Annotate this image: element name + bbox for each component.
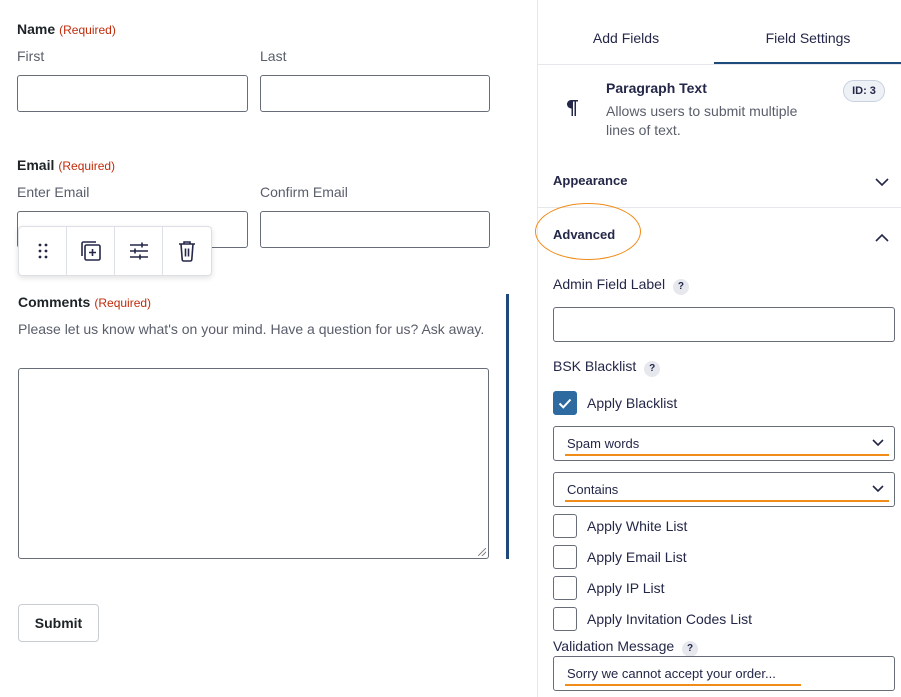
apply-blacklist-checkbox[interactable] [553,391,577,415]
last-name-input[interactable] [260,75,490,112]
required-indicator: (Required) [94,296,152,310]
checkmark-icon [558,398,572,409]
drag-handle-icon[interactable] [19,227,67,275]
enter-email-label: Enter Email [17,184,90,200]
appearance-section-header[interactable]: Appearance [553,173,628,188]
required-indicator: (Required) [59,23,116,37]
tab-field-settings[interactable]: Field Settings [765,30,851,46]
apply-invitation-codes-list-label[interactable]: Apply Invitation Codes List [587,611,752,627]
bsk-blacklist-title [553,358,660,377]
apply-email-list-label[interactable]: Apply Email List [587,549,687,565]
comments-description: Please let us know what's on your mind. Have a question for us? Ask away. [18,321,485,337]
annotation-underline [565,684,801,686]
help-icon[interactable]: ? [644,361,660,377]
validation-message-value: Sorry we cannot accept your order... [567,666,776,681]
admin-field-label-input[interactable] [553,307,895,342]
validation-message-text: Validation Message [553,638,675,654]
divider [538,64,901,65]
help-icon[interactable]: ? [673,279,689,295]
apply-ip-list-label[interactable]: Apply IP List [587,580,665,596]
submit-button[interactable]: Submit [18,604,99,642]
validation-message-title [553,638,698,657]
name-field-title [17,21,116,37]
name-field-title-text: Name [17,21,56,37]
apply-white-list-label[interactable]: Apply White List [587,518,688,534]
confirm-email-label: Confirm Email [260,184,348,200]
comments-field-title [18,294,151,310]
field-id-badge: ID: 3 [843,80,885,102]
chevron-down-icon [872,485,884,493]
chevron-down-icon [872,439,884,447]
resize-handle-icon[interactable] [478,548,486,556]
email-field-title-text: Email [17,157,55,173]
duplicate-icon[interactable] [67,227,115,275]
apply-invitation-codes-list-checkbox[interactable] [553,607,577,631]
paragraph-icon [565,99,579,122]
blacklist-match-select-value: Contains [567,482,619,497]
comments-field-title-text: Comments [18,294,91,310]
apply-white-list-checkbox[interactable] [553,514,577,538]
apply-ip-list-checkbox[interactable] [553,576,577,600]
field-type-description: Allows users to submit multiple lines of text. [606,103,798,138]
chevron-up-icon[interactable] [875,229,889,247]
apply-blacklist-label[interactable]: Apply Blacklist [587,395,678,411]
email-field-title [17,157,115,173]
admin-field-label-title [553,276,689,295]
tab-add-fields[interactable]: Add Fields [592,30,660,46]
blacklist-list-select-value: Spam words [567,436,640,451]
trash-icon[interactable] [163,227,211,275]
apply-email-list-checkbox[interactable] [553,545,577,569]
help-icon[interactable]: ? [682,641,698,657]
selected-field-indicator [506,294,509,559]
field-toolbar [18,226,212,276]
required-indicator: (Required) [58,159,116,173]
annotation-underline [565,500,889,502]
advanced-section-header[interactable]: Advanced [553,227,616,242]
first-name-input[interactable] [17,75,248,112]
field-type-title: Paragraph Text [606,80,707,96]
first-name-label: First [17,48,45,64]
chevron-down-icon[interactable] [875,174,889,192]
admin-field-label-text: Admin Field Label [553,276,666,292]
comments-textarea[interactable] [18,368,489,559]
bsk-blacklist-text: BSK Blacklist [553,358,637,374]
settings-sliders-icon[interactable] [115,227,163,275]
last-name-label: Last [260,48,287,64]
confirm-email-input[interactable] [260,211,490,248]
annotation-underline [565,454,889,456]
settings-panel [537,0,901,697]
